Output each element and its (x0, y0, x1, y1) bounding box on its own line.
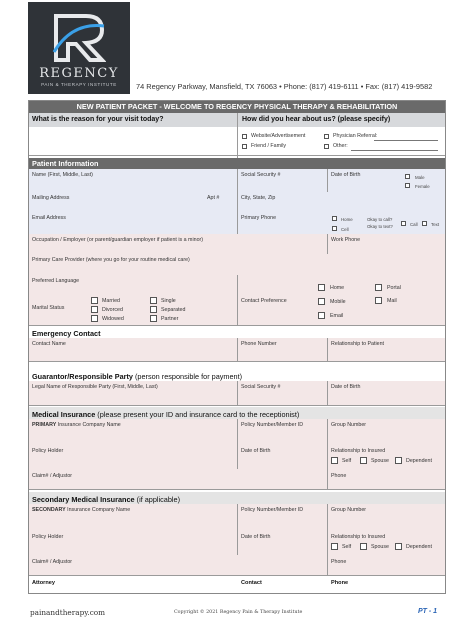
primary-phone-label: Phone (331, 473, 347, 479)
guarantor-heading (32, 372, 242, 381)
primary-claim-label: Claim# / Adjustor (32, 473, 73, 479)
secondary-bold: SECONDARY (32, 507, 66, 513)
guarantor-ssn-label: Social Security # (241, 384, 281, 390)
secondary-insurance-heading (32, 495, 180, 504)
secondary-dependent-label: Dependent (406, 544, 432, 550)
contact-email-checkbox[interactable] (318, 312, 325, 319)
work-phone-label: Work Phone (331, 237, 361, 243)
regency-r-icon (52, 12, 106, 64)
physician-referral-label: Physician Referral: (333, 133, 378, 139)
medical-heading-text: Medical Insurance (32, 410, 96, 419)
cell-phone-checkbox[interactable] (332, 226, 337, 231)
call-label: Call (410, 222, 418, 227)
text-checkbox[interactable] (422, 221, 427, 226)
emergency-relationship-label: Relationship to Patient (331, 341, 385, 347)
marital-status-label: Marital Status (32, 305, 65, 311)
contact-mobile-label: Mobile (330, 299, 346, 305)
logo (28, 2, 130, 94)
secondary-spouse-label: Spouse (371, 544, 389, 550)
primary-policy-holder-label: Policy Holder (32, 448, 64, 454)
responsible-party-name-label: Legal Name of Responsible Party (First, Middle, Last) (32, 384, 158, 390)
male-checkbox[interactable] (405, 174, 410, 179)
partner-label: Partner (161, 316, 179, 322)
medical-insurance-heading (32, 410, 299, 419)
primary-phone-label: Primary Phone (241, 215, 277, 221)
primary-policy-number-label: Policy Number/Member ID (241, 422, 304, 428)
secondary-company-label (32, 507, 130, 513)
mailing-address-label: Mailing Address (32, 195, 70, 201)
other-checkbox[interactable] (324, 144, 329, 149)
divorced-checkbox[interactable] (91, 306, 98, 313)
call-checkbox[interactable] (401, 221, 406, 226)
guarantor-dob-label: Date of Birth (331, 384, 361, 390)
secondary-spouse-checkbox[interactable] (360, 543, 367, 550)
physician-referral-checkbox[interactable] (324, 134, 329, 139)
contact-mail-label: Mail (387, 298, 397, 304)
female-label: Female (415, 184, 430, 189)
primary-spouse-checkbox[interactable] (360, 457, 367, 464)
secondary-policy-number-label: Policy Number/Member ID (241, 507, 304, 513)
dob-label: Date of Birth (331, 172, 361, 178)
primary-relationship-label: Relationship to Insured (331, 448, 386, 454)
form-title: NEW PATIENT PACKET - WELCOME TO REGENCY PHYSICAL THERAPY & REHABILITATION (29, 101, 445, 113)
partner-checkbox[interactable] (150, 315, 157, 322)
divorced-label: Divorced (102, 307, 123, 313)
married-label: Married (102, 298, 120, 304)
pcp-label: Primary Care Provider (where you go for your routine medical care) (32, 257, 190, 263)
contact-portal-label: Portal (387, 285, 401, 291)
reason-question: What is the reason for your visit today? (32, 116, 164, 123)
primary-holder-dob-label: Date of Birth (241, 448, 271, 454)
male-label: Male (415, 175, 425, 180)
primary-company-text: Insurance Company Name (57, 422, 121, 428)
patient-info-heading: Patient Information (29, 158, 445, 169)
primary-company-label (32, 422, 121, 428)
contact-home-checkbox[interactable] (318, 284, 325, 291)
emergency-contact-name-label: Contact Name (32, 341, 66, 347)
footer-copyright: Copyright © 2021 Regency Pain & Therapy Institute (174, 610, 303, 615)
emergency-phone-label: Phone Number (241, 341, 277, 347)
secondary-self-checkbox[interactable] (331, 543, 338, 550)
primary-dependent-checkbox[interactable] (395, 457, 402, 464)
secondary-self-label: Self (342, 544, 352, 550)
guarantor-heading-text: Guarantor/Responsible Party (32, 372, 133, 381)
single-label: Single (161, 298, 176, 304)
contact-email-label: Email (330, 313, 344, 319)
primary-bold: PRIMARY (32, 422, 57, 428)
contact-preference-label: Contact Preference (241, 298, 287, 304)
secondary-heading-text: Secondary Medical Insurance (32, 495, 135, 504)
widowed-label: Widowed (102, 316, 124, 322)
secondary-dependent-checkbox[interactable] (395, 543, 402, 550)
single-checkbox[interactable] (150, 297, 157, 304)
primary-self-label: Self (342, 458, 352, 464)
cell-phone-label: Cell (341, 227, 349, 232)
separated-checkbox[interactable] (150, 306, 157, 313)
preferred-language-label: Preferred Language (32, 278, 80, 284)
primary-dependent-label: Dependent (406, 458, 432, 464)
emergency-heading: Emergency Contact (32, 329, 101, 338)
guarantor-heading-sub: (person responsible for payment) (135, 372, 243, 381)
okay-to-text-label: Okay to text? (367, 224, 393, 229)
secondary-holder-dob-label: Date of Birth (241, 534, 271, 540)
contact-mobile-checkbox[interactable] (318, 298, 325, 305)
contact-home-label: Home (330, 285, 345, 291)
home-phone-checkbox[interactable] (332, 216, 337, 221)
name-label: Name (First, Middle, Last) (32, 172, 93, 178)
attorney-contact-label: Contact (241, 580, 262, 586)
ssn-label: Social Security # (241, 172, 281, 178)
primary-spouse-label: Spouse (371, 458, 389, 464)
patient-form (28, 100, 446, 594)
female-checkbox[interactable] (405, 183, 410, 188)
website-checkbox[interactable] (242, 134, 247, 139)
attorney-phone-label: Phone (331, 580, 349, 586)
secondary-phone-label: Phone (331, 559, 347, 565)
primary-self-checkbox[interactable] (331, 457, 338, 464)
secondary-relationship-label: Relationship to Insured (331, 534, 386, 540)
married-checkbox[interactable] (91, 297, 98, 304)
website-label: Website/Advertisement (251, 133, 306, 139)
secondary-company-text: Insurance Company Name (67, 507, 131, 513)
other-label: Other: (333, 143, 348, 149)
hear-question: How did you hear about us? (please specify) (242, 116, 391, 123)
apt-label: Apt # (207, 195, 220, 201)
logo-name: REGENCY (39, 66, 119, 81)
friend-family-checkbox[interactable] (242, 144, 247, 149)
city-state-zip-label: City, State, Zip (241, 195, 276, 201)
contact-mail-checkbox[interactable] (375, 297, 382, 304)
separated-label: Separated (161, 307, 186, 313)
occupation-label: Occupation / Employer (or parent/guardian employer if patient is a minor) (32, 237, 204, 243)
secondary-heading-sub: (if applicable) (136, 495, 181, 504)
contact-portal-checkbox[interactable] (375, 284, 382, 291)
secondary-group-number-label: Group Number (331, 507, 367, 513)
logo-subtitle: PAIN & THERAPY INSTITUTE (41, 82, 117, 87)
secondary-claim-label: Claim# / Adjustor (32, 559, 73, 565)
email-label: Email Address (32, 215, 66, 221)
medical-heading-sub: (please present your ID and insurance card to the receptionist) (97, 410, 300, 419)
primary-group-number-label: Group Number (331, 422, 367, 428)
attorney-label: Attorney (32, 580, 55, 586)
secondary-policy-holder-label: Policy Holder (32, 534, 64, 540)
home-phone-label: Home (341, 217, 353, 222)
okay-to-call-label: Okay to call? (367, 217, 393, 222)
friend-family-label: Friend / Family (251, 143, 287, 149)
footer-website: painandtherapy.com (30, 608, 106, 617)
clinic-address: 74 Regency Parkway, Mansfield, TX 76063 • Phone: (817) 419-6111 • Fax: (817) 419-9582 (136, 82, 433, 91)
widowed-checkbox[interactable] (91, 315, 98, 322)
text-label: Text (431, 222, 440, 227)
page-number: PT - 1 (418, 608, 438, 615)
